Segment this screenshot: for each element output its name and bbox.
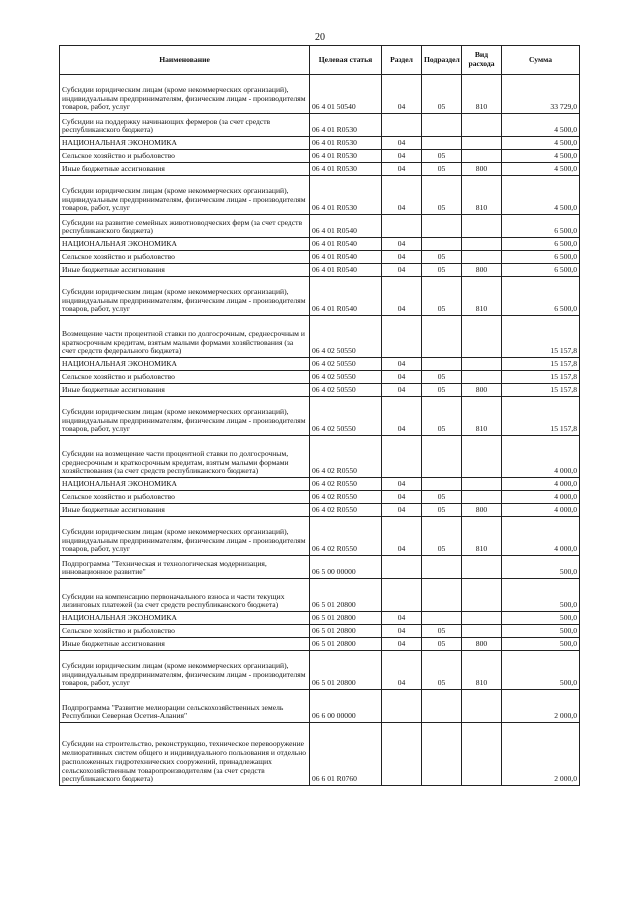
row-type <box>462 114 502 137</box>
row-code: 06 4 02 R0550 <box>310 478 382 491</box>
row-name: НАЦИОНАЛЬНАЯ ЭКОНОМИКА <box>60 137 310 150</box>
row-code: 06 5 01 20800 <box>310 651 382 690</box>
row-subsection: 05 <box>422 625 462 638</box>
row-section <box>382 316 422 358</box>
budget-table <box>59 45 580 786</box>
row-type <box>462 556 502 579</box>
row-subsection <box>422 238 462 251</box>
row-section: 04 <box>382 264 422 277</box>
row-section: 04 <box>382 358 422 371</box>
row-sum: 4 500,0 <box>502 114 580 137</box>
table-row <box>60 371 580 384</box>
row-type: 800 <box>462 504 502 517</box>
row-name: Субсидии юридическим лицам (кроме некоммерческих организаций), индивидуальным предпринимателям, физическим лицам - производителям товаров, работ, услуг <box>60 277 310 316</box>
row-subsection <box>422 478 462 491</box>
table-row <box>60 277 580 316</box>
row-type <box>462 690 502 723</box>
row-code: 06 4 01 R0530 <box>310 150 382 163</box>
row-section: 04 <box>382 137 422 150</box>
row-sum: 4 000,0 <box>502 478 580 491</box>
row-section <box>382 436 422 478</box>
row-sum: 6 500,0 <box>502 215 580 238</box>
row-code: 06 4 02 50550 <box>310 316 382 358</box>
row-sum: 6 500,0 <box>502 251 580 264</box>
row-subsection: 05 <box>422 150 462 163</box>
table-row <box>60 517 580 556</box>
row-code: 06 4 02 R0550 <box>310 517 382 556</box>
row-code: 06 5 00 00000 <box>310 556 382 579</box>
table-row <box>60 625 580 638</box>
row-section: 04 <box>382 238 422 251</box>
row-section <box>382 579 422 612</box>
row-type <box>462 358 502 371</box>
row-section <box>382 114 422 137</box>
row-code: 06 4 02 50550 <box>310 358 382 371</box>
table-row <box>60 436 580 478</box>
row-sum: 500,0 <box>502 612 580 625</box>
row-type: 800 <box>462 384 502 397</box>
header-name: Наименование <box>60 46 310 75</box>
row-name: Иные бюджетные ассигнования <box>60 163 310 176</box>
table-row <box>60 251 580 264</box>
row-sum: 4 500,0 <box>502 163 580 176</box>
row-type: 800 <box>462 264 502 277</box>
row-type: 800 <box>462 638 502 651</box>
table-row <box>60 150 580 163</box>
row-sum: 15 157,8 <box>502 397 580 436</box>
row-type: 810 <box>462 75 502 114</box>
row-code: 06 4 02 50550 <box>310 397 382 436</box>
row-name: Сельское хозяйство и рыболовство <box>60 371 310 384</box>
table-row <box>60 690 580 723</box>
row-section: 04 <box>382 150 422 163</box>
row-section: 04 <box>382 75 422 114</box>
table-header <box>60 46 580 75</box>
row-subsection: 05 <box>422 251 462 264</box>
row-sum: 4 500,0 <box>502 137 580 150</box>
row-section: 04 <box>382 491 422 504</box>
row-code: 06 4 01 R0530 <box>310 176 382 215</box>
row-name: НАЦИОНАЛЬНАЯ ЭКОНОМИКА <box>60 238 310 251</box>
row-subsection <box>422 579 462 612</box>
row-code: 06 4 01 R0530 <box>310 114 382 137</box>
row-subsection: 05 <box>422 163 462 176</box>
row-name: Сельское хозяйство и рыболовство <box>60 150 310 163</box>
row-section: 04 <box>382 384 422 397</box>
row-code: 06 4 02 R0550 <box>310 491 382 504</box>
row-code: 06 4 01 50540 <box>310 75 382 114</box>
header-subsection: Подраздел <box>422 46 462 75</box>
row-sum: 15 157,8 <box>502 384 580 397</box>
row-name: Субсидии на поддержку начинающих фермеров (за счет средств республиканского бюджета) <box>60 114 310 137</box>
row-sum: 6 500,0 <box>502 277 580 316</box>
row-subsection: 05 <box>422 371 462 384</box>
row-sum: 500,0 <box>502 625 580 638</box>
row-subsection <box>422 215 462 238</box>
row-section: 04 <box>382 277 422 316</box>
header-section: Раздел <box>382 46 422 75</box>
row-type <box>462 137 502 150</box>
row-section: 04 <box>382 612 422 625</box>
row-type <box>462 316 502 358</box>
row-sum: 4 000,0 <box>502 491 580 504</box>
row-subsection: 05 <box>422 75 462 114</box>
row-section: 04 <box>382 371 422 384</box>
row-type <box>462 238 502 251</box>
row-subsection: 05 <box>422 491 462 504</box>
row-section: 04 <box>382 251 422 264</box>
row-subsection: 05 <box>422 384 462 397</box>
table-row <box>60 651 580 690</box>
table-row <box>60 215 580 238</box>
row-subsection: 05 <box>422 504 462 517</box>
table-row <box>60 723 580 786</box>
row-type <box>462 612 502 625</box>
table-row <box>60 238 580 251</box>
row-section <box>382 690 422 723</box>
row-name: НАЦИОНАЛЬНАЯ ЭКОНОМИКА <box>60 358 310 371</box>
row-code: 06 6 00 00000 <box>310 690 382 723</box>
row-section <box>382 556 422 579</box>
table-row <box>60 358 580 371</box>
table-row <box>60 176 580 215</box>
row-subsection <box>422 436 462 478</box>
row-name: Иные бюджетные ассигнования <box>60 264 310 277</box>
row-type <box>462 150 502 163</box>
row-code: 06 5 01 20800 <box>310 579 382 612</box>
table-row <box>60 264 580 277</box>
table-row <box>60 504 580 517</box>
row-sum: 4 000,0 <box>502 517 580 556</box>
row-name: Субсидии на компенсацию первоначального взноса и части текущих лизинговых платежей (за счет средств республиканского бюджета) <box>60 579 310 612</box>
table-row <box>60 397 580 436</box>
row-type: 810 <box>462 277 502 316</box>
row-section <box>382 215 422 238</box>
row-section: 04 <box>382 176 422 215</box>
row-name: НАЦИОНАЛЬНАЯ ЭКОНОМИКА <box>60 478 310 491</box>
row-name: Иные бюджетные ассигнования <box>60 504 310 517</box>
header-type: Вид расхода <box>462 46 502 75</box>
row-code: 06 4 01 R0540 <box>310 277 382 316</box>
row-subsection: 05 <box>422 517 462 556</box>
row-subsection <box>422 690 462 723</box>
row-sum: 4 500,0 <box>502 176 580 215</box>
row-subsection <box>422 114 462 137</box>
row-name: Субсидии на строительство, реконструкцию, техническое перевооружение мелиоративных систем общего и индивидуального пользования и отдельно расположенных гидротехнических сооружений, принадлежащих сельскохозяйственным товаропроизводителям (за счет средств республиканского бюджета) <box>60 723 310 786</box>
row-section: 04 <box>382 625 422 638</box>
row-name: Субсидии на развитие семейных животноводческих ферм (за счет средств республиканского бюджета) <box>60 215 310 238</box>
header-code: Целевая статья <box>310 46 382 75</box>
row-code: 06 6 01 R0760 <box>310 723 382 786</box>
row-code: 06 4 01 R0540 <box>310 251 382 264</box>
row-type: 810 <box>462 176 502 215</box>
table-row <box>60 478 580 491</box>
row-subsection <box>422 723 462 786</box>
row-sum: 4 000,0 <box>502 504 580 517</box>
row-code: 06 5 01 20800 <box>310 612 382 625</box>
header-sum: Сумма <box>502 46 580 75</box>
row-type: 810 <box>462 517 502 556</box>
row-name: Субсидии юридическим лицам (кроме некоммерческих организаций), индивидуальным предпринимателям, физическим лицам - производителям товаров, работ, услуг <box>60 651 310 690</box>
row-name: Возмещение части процентной ставки по долгосрочным, среднесрочным и краткосрочным кредитам, взятым малыми формами хозяйствования (за счет средств федерального бюджета) <box>60 316 310 358</box>
row-code: 06 4 01 R0540 <box>310 264 382 277</box>
row-section: 04 <box>382 397 422 436</box>
row-sum: 4 500,0 <box>502 150 580 163</box>
row-name: НАЦИОНАЛЬНАЯ ЭКОНОМИКА <box>60 612 310 625</box>
row-sum: 15 157,8 <box>502 358 580 371</box>
row-subsection: 05 <box>422 397 462 436</box>
table-row <box>60 579 580 612</box>
row-type <box>462 371 502 384</box>
row-code: 06 4 02 R0550 <box>310 504 382 517</box>
row-name: Иные бюджетные ассигнования <box>60 638 310 651</box>
row-sum: 500,0 <box>502 638 580 651</box>
row-code: 06 4 01 R0530 <box>310 137 382 150</box>
row-type <box>462 251 502 264</box>
table-row <box>60 612 580 625</box>
row-code: 06 5 01 20800 <box>310 638 382 651</box>
row-sum: 500,0 <box>502 579 580 612</box>
row-name: Сельское хозяйство и рыболовство <box>60 251 310 264</box>
row-name: Субсидии юридическим лицам (кроме некоммерческих организаций), индивидуальным предпринимателям, физическим лицам - производителям товаров, работ, услуг <box>60 397 310 436</box>
row-name: Субсидии юридическим лицам (кроме некоммерческих организаций), индивидуальным предпринимателям, физическим лицам - производителям товаров, работ, услуг <box>60 176 310 215</box>
row-sum: 6 500,0 <box>502 264 580 277</box>
row-subsection <box>422 137 462 150</box>
row-name: Сельское хозяйство и рыболовство <box>60 491 310 504</box>
row-sum: 2 000,0 <box>502 690 580 723</box>
row-type: 810 <box>462 397 502 436</box>
row-section: 04 <box>382 638 422 651</box>
table-row <box>60 491 580 504</box>
page-number: 20 <box>315 32 325 43</box>
row-subsection <box>422 612 462 625</box>
table-row <box>60 556 580 579</box>
row-name: Субсидии на возмещение части процентной ставки по долгосрочным, среднесрочным и краткосрочным кредитам, взятым малыми формами хозяйствования (за счет средств республиканского бюджета) <box>60 436 310 478</box>
table-row <box>60 384 580 397</box>
row-section: 04 <box>382 651 422 690</box>
row-type <box>462 478 502 491</box>
row-sum: 15 157,8 <box>502 316 580 358</box>
row-code: 06 4 02 50550 <box>310 371 382 384</box>
row-name: Подпрограмма "Развитие мелиорации сельскохозяйственных земель Республики Северная Осетия-Алания" <box>60 690 310 723</box>
row-type <box>462 491 502 504</box>
table-row <box>60 638 580 651</box>
row-section: 04 <box>382 163 422 176</box>
row-sum: 500,0 <box>502 651 580 690</box>
row-type: 810 <box>462 651 502 690</box>
table-row <box>60 316 580 358</box>
row-name: Иные бюджетные ассигнования <box>60 384 310 397</box>
table-body <box>60 75 580 786</box>
row-type <box>462 625 502 638</box>
row-section <box>382 723 422 786</box>
row-name: Сельское хозяйство и рыболовство <box>60 625 310 638</box>
row-name: Подпрограмма "Техническая и технологическая модернизация, инновационное развитие" <box>60 556 310 579</box>
row-type <box>462 579 502 612</box>
row-sum: 4 000,0 <box>502 436 580 478</box>
row-subsection: 05 <box>422 651 462 690</box>
row-code: 06 4 01 R0540 <box>310 238 382 251</box>
row-section: 04 <box>382 517 422 556</box>
row-sum: 500,0 <box>502 556 580 579</box>
table-row <box>60 114 580 137</box>
row-subsection <box>422 316 462 358</box>
row-sum: 2 000,0 <box>502 723 580 786</box>
row-sum: 33 729,0 <box>502 75 580 114</box>
row-sum: 15 157,8 <box>502 371 580 384</box>
row-subsection: 05 <box>422 264 462 277</box>
row-type <box>462 215 502 238</box>
row-name: Субсидии юридическим лицам (кроме некоммерческих организаций), индивидуальным предпринимателям, физическим лицам - производителям товаров, работ, услуг <box>60 75 310 114</box>
row-type <box>462 723 502 786</box>
row-section: 04 <box>382 504 422 517</box>
row-code: 06 4 01 R0530 <box>310 163 382 176</box>
row-subsection <box>422 358 462 371</box>
row-type <box>462 436 502 478</box>
row-subsection: 05 <box>422 176 462 215</box>
row-sum: 6 500,0 <box>502 238 580 251</box>
row-code: 06 4 02 R0550 <box>310 436 382 478</box>
table-row <box>60 163 580 176</box>
table-row <box>60 137 580 150</box>
row-type: 800 <box>462 163 502 176</box>
row-subsection <box>422 556 462 579</box>
row-code: 06 4 01 R0540 <box>310 215 382 238</box>
row-subsection: 05 <box>422 638 462 651</box>
row-section: 04 <box>382 478 422 491</box>
table-row <box>60 75 580 114</box>
row-subsection: 05 <box>422 277 462 316</box>
row-name: Субсидии юридическим лицам (кроме некоммерческих организаций), индивидуальным предпринимателям, физическим лицам - производителям товаров, работ, услуг <box>60 517 310 556</box>
row-code: 06 5 01 20800 <box>310 625 382 638</box>
row-code: 06 4 02 50550 <box>310 384 382 397</box>
